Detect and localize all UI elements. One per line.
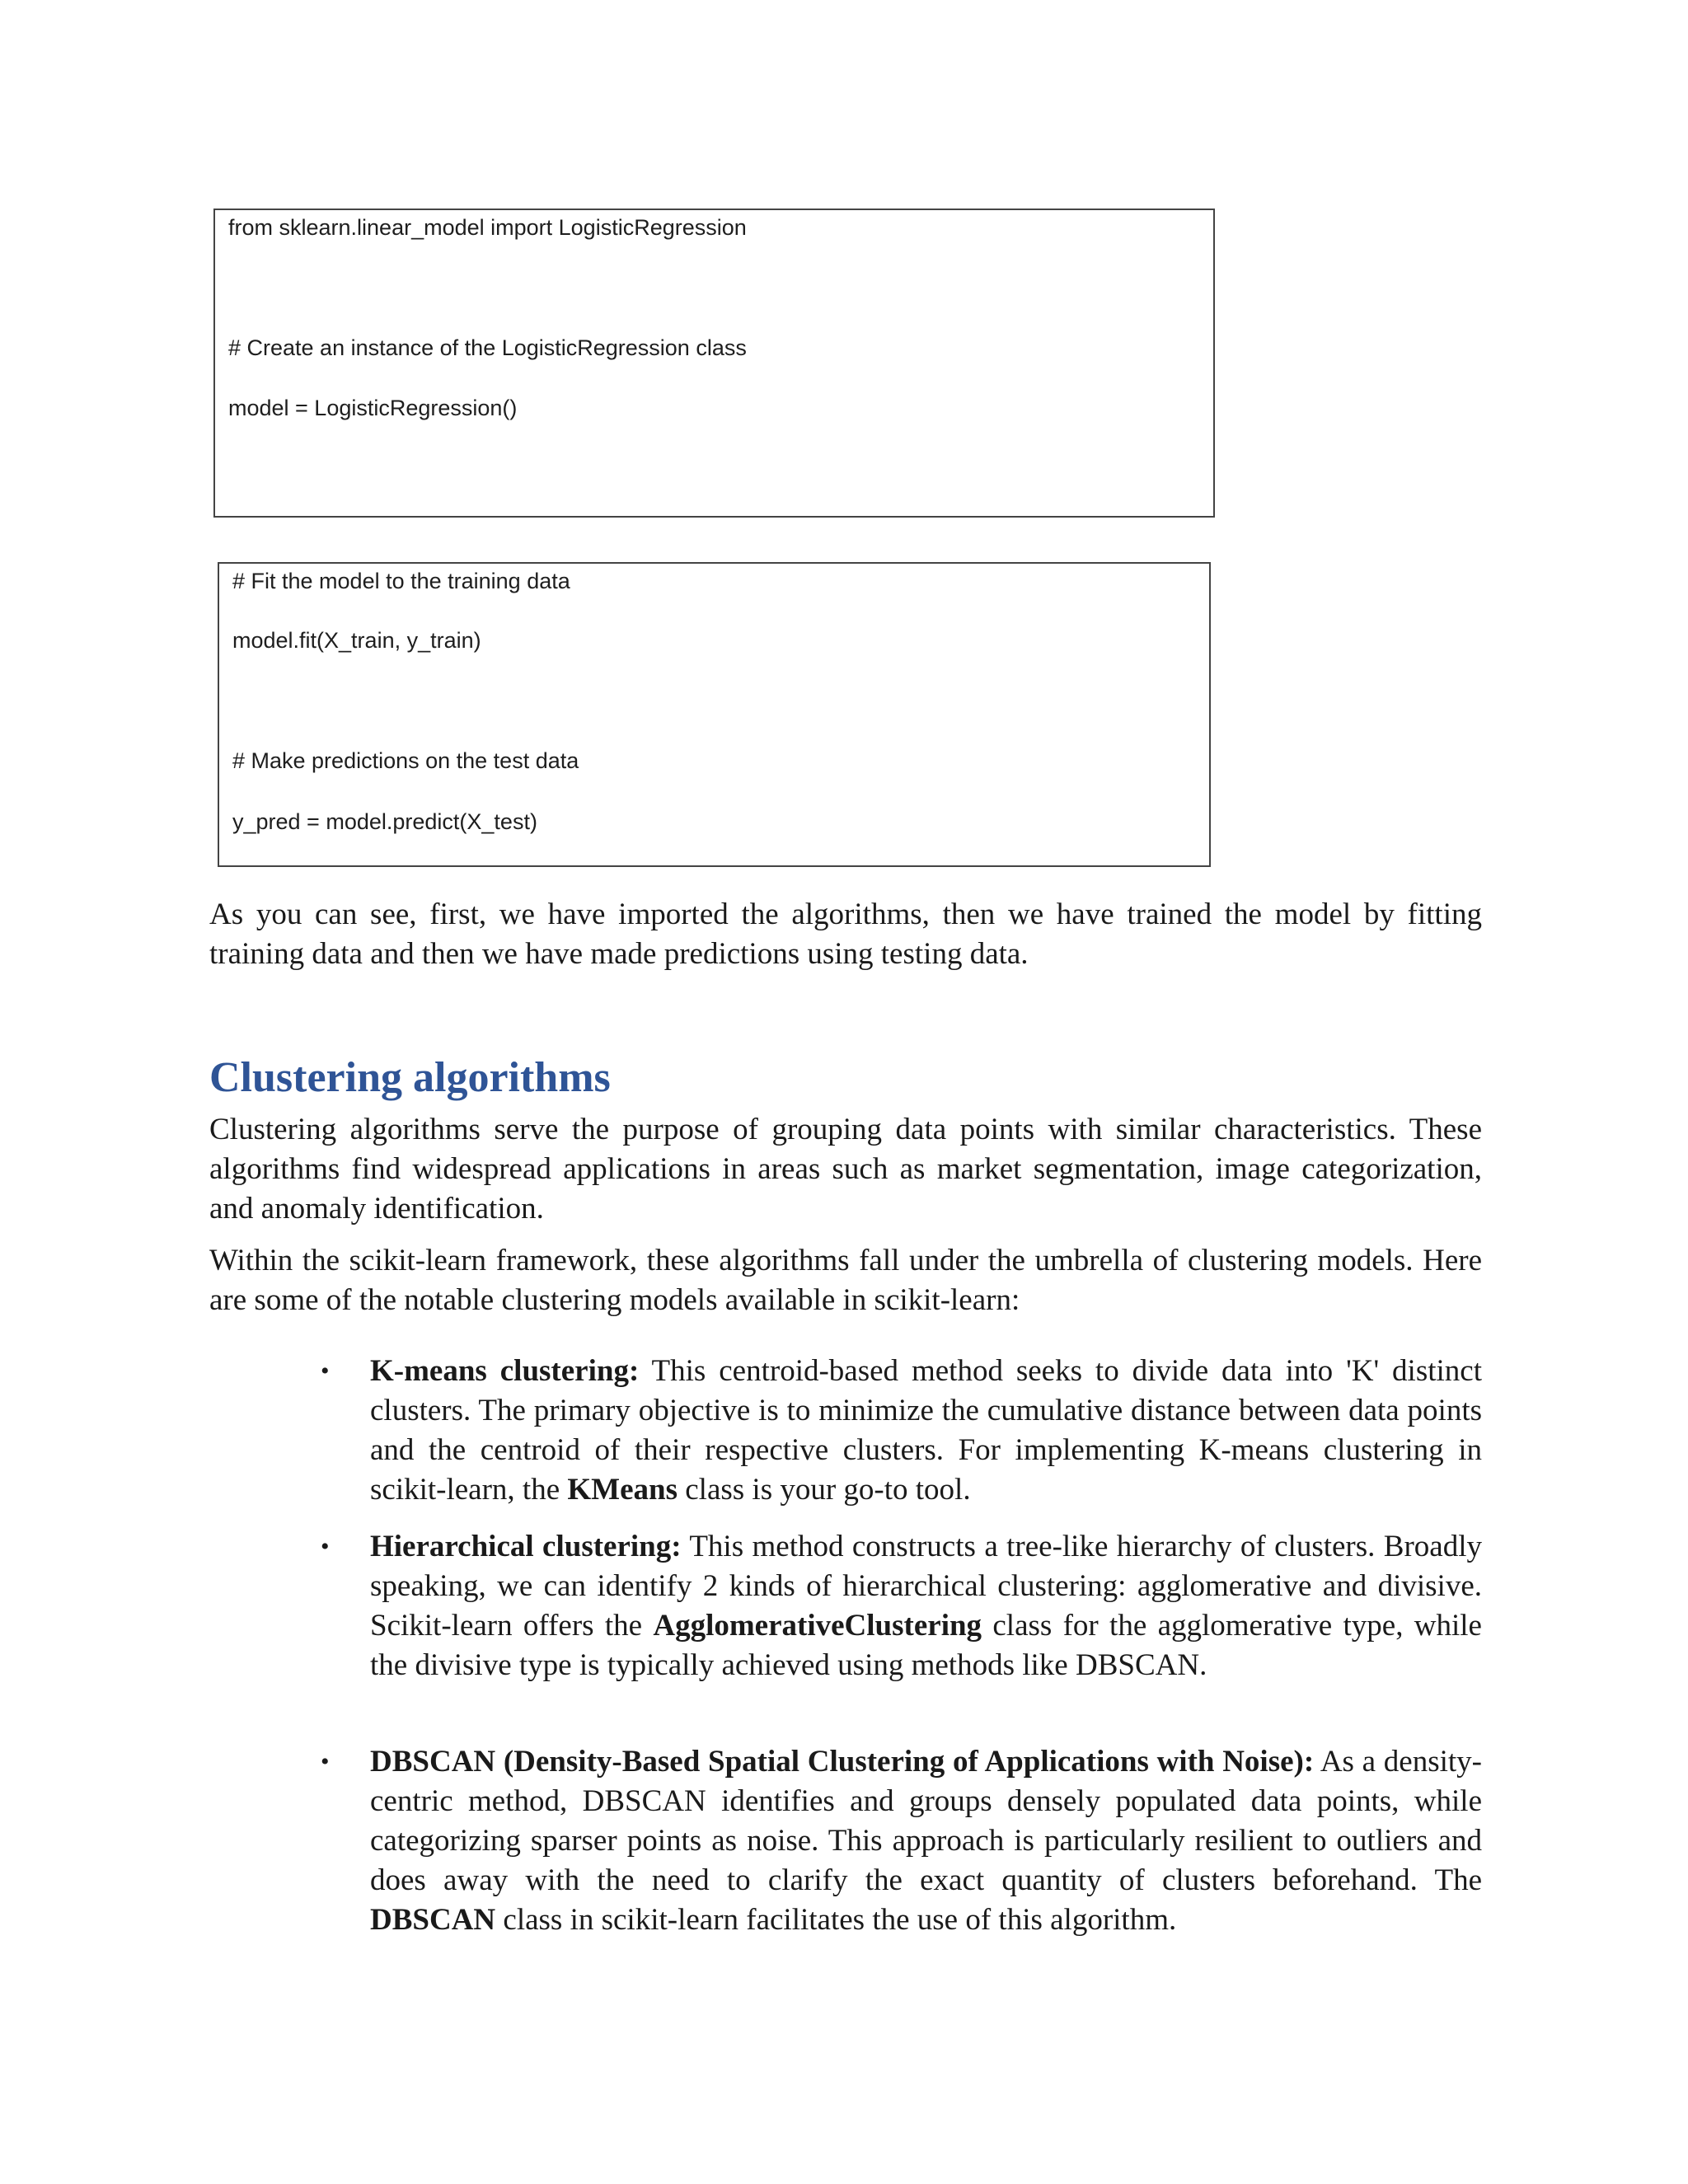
list-item [321, 1352, 1482, 1510]
item-text: As a density-centric method, DBSCAN identifies and groups densely populated data points, while categorizing sparser points as noise. This approach is particularly resilient to outliers and does away with the need to clarify the exact quantity of clusters beforehand. The [370, 1745, 1483, 1897]
code-line: # Fit the model to the training data [232, 569, 570, 593]
item-text: class for the agglomerative type, while the divisive type is typically achieved using methods like DBSCAN. [370, 1609, 1482, 1682]
code-line: y_pred = model.predict(X_test) [232, 809, 537, 834]
list-item [321, 1742, 1483, 1940]
bullet-icon: • [321, 1357, 330, 1385]
bullet-icon: • [321, 1748, 330, 1775]
item-text: This method constructs a tree-like hierarchy of clusters. Broadly speaking, we can identify 2 kinds of hierarchical clustering: agglomerative and divisive. Scikit-learn offers the [370, 1530, 1482, 1643]
section-paragraph: Within the scikit-learn framework, these algorithms fall under the umbrella of clustering models. Here are some of the notable clustering models available in scikit-learn: [209, 1244, 1482, 1317]
class-name: AgglomerativeClustering [653, 1609, 982, 1643]
item-text: This centroid-based method seeks to divide data into 'K' distinct clusters. The primary objective is to minimize the cumulative distance between data points and the centroid of their respective clusters. For implementing K-means clustering in scikit-learn, the [370, 1354, 1482, 1507]
list-item [321, 1527, 1482, 1685]
item-text: class in scikit-learn facilitates the use of this algorithm. [495, 1903, 1177, 1937]
code-line: model.fit(X_train, y_train) [232, 628, 481, 653]
code-line: model = LogisticRegression() [228, 396, 518, 420]
intro-paragraph: As you can see, first, we have imported the algorithms, then we have trained the model by fitting training data and then we have made predictions using testing data. [209, 898, 1482, 971]
class-name: DBSCAN [370, 1903, 496, 1937]
code-snippet-box [218, 562, 1211, 867]
item-title: Hierarchical clustering: [370, 1530, 682, 1563]
code-line: # Create an instance of the LogisticRegression class [228, 335, 747, 360]
code-line: from sklearn.linear_model import LogisticRegression [228, 215, 747, 240]
section-heading: Clustering algorithms [209, 1054, 611, 1101]
bullet-icon: • [321, 1533, 330, 1560]
item-title: DBSCAN (Density-Based Spatial Clustering of Applications with Noise): [370, 1745, 1315, 1779]
section-paragraph: Clustering algorithms serve the purpose of grouping data points with similar characteristics. These algorithms find widespread applications in areas such as market segmentation, image categorization, and anomaly identification. [209, 1113, 1482, 1226]
item-text: class is your go-to tool. [678, 1473, 971, 1507]
item-title: K-means clustering: [370, 1354, 640, 1388]
code-line: # Make predictions on the test data [232, 748, 579, 773]
class-name: KMeans [567, 1473, 678, 1507]
code-snippet-box [213, 209, 1215, 518]
